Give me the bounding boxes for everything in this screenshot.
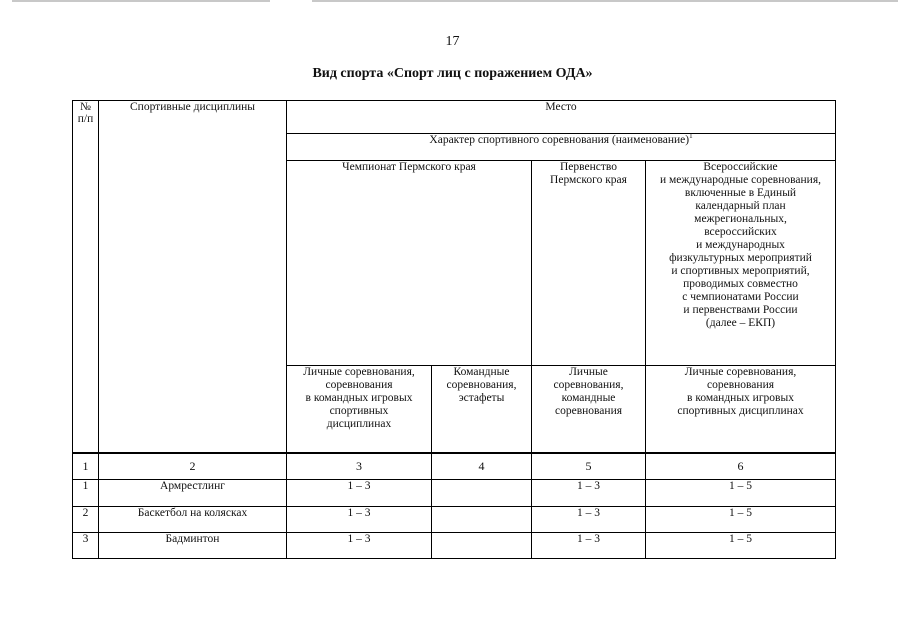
header-col4 (432, 366, 532, 453)
header-col6-text: Личные соревнования, соревнования в командных игровых спортивных дисциплинах (677, 366, 804, 417)
document-title: Вид спорта «Спорт лиц с поражением ОДА» (312, 66, 593, 81)
header-first-place-text: Первенство Пермского края (550, 161, 627, 186)
header-character-text: Характер спортивного соревнования (наименование) (429, 134, 690, 146)
place-col6: 1 – 5 (646, 533, 836, 559)
place-col3: 1 – 3 (287, 507, 432, 533)
header-championship: Чемпионат Пермского края (287, 161, 532, 366)
discipline-name: Баскетбол на колясках (99, 507, 287, 533)
place-col5: 1 – 3 (532, 533, 646, 559)
col-number-3: 3 (287, 453, 432, 480)
table-row (73, 533, 836, 559)
row-number: 2 (73, 507, 99, 533)
header-disciplines: Спортивные дисциплины (99, 101, 287, 453)
row-number: 3 (73, 533, 99, 559)
header-number (73, 101, 99, 453)
place-col4 (432, 507, 532, 533)
place-col5: 1 – 3 (532, 507, 646, 533)
header-number-text: № п/п (77, 101, 94, 125)
col-number-1: 1 (73, 453, 99, 480)
header-all-russian-text: Всероссийские и международные соревнования, включенные в Единый календарный план межрегиональных, всероссийских и международных физкультурных мероприятий и спортивных мероприятий, проводимых совместно с чемпионатами России и первенствами России (далее – ЕКП) (660, 161, 821, 329)
row-number: 1 (73, 480, 99, 507)
place-col4 (432, 480, 532, 507)
header-col6 (646, 366, 836, 453)
table-row (73, 480, 836, 507)
place-col6: 1 – 5 (646, 480, 836, 507)
header-col3 (287, 366, 432, 453)
place-col3: 1 – 3 (287, 533, 432, 559)
header-place: Место (287, 101, 836, 134)
col-number-4: 4 (432, 453, 532, 480)
footnote-marker: 1 (689, 132, 693, 141)
header-col5-text: Личные соревнования, командные соревнования (553, 366, 624, 417)
discipline-name: Бадминтон (99, 533, 287, 559)
place-col4 (432, 533, 532, 559)
col-number-5: 5 (532, 453, 646, 480)
header-col4-text: Командные соревнования, эстафеты (446, 366, 517, 404)
table-row (73, 507, 836, 533)
header-col5 (532, 366, 646, 453)
place-col3: 1 – 3 (287, 480, 432, 507)
place-col6: 1 – 5 (646, 507, 836, 533)
results-table (72, 100, 836, 559)
col-number-2: 2 (99, 453, 287, 480)
col-number-6: 6 (646, 453, 836, 480)
discipline-name: Армрестлинг (99, 480, 287, 507)
scan-edge-right (312, 0, 898, 2)
header-col3-text: Личные соревнования, соревнования в командных игровых спортивных дисциплинах (303, 366, 415, 430)
page-number: 17 (445, 34, 460, 49)
header-character (287, 134, 836, 161)
header-all-russian (646, 161, 836, 366)
scan-edge-left (12, 0, 270, 2)
header-first-place (532, 161, 646, 366)
place-col5: 1 – 3 (532, 480, 646, 507)
